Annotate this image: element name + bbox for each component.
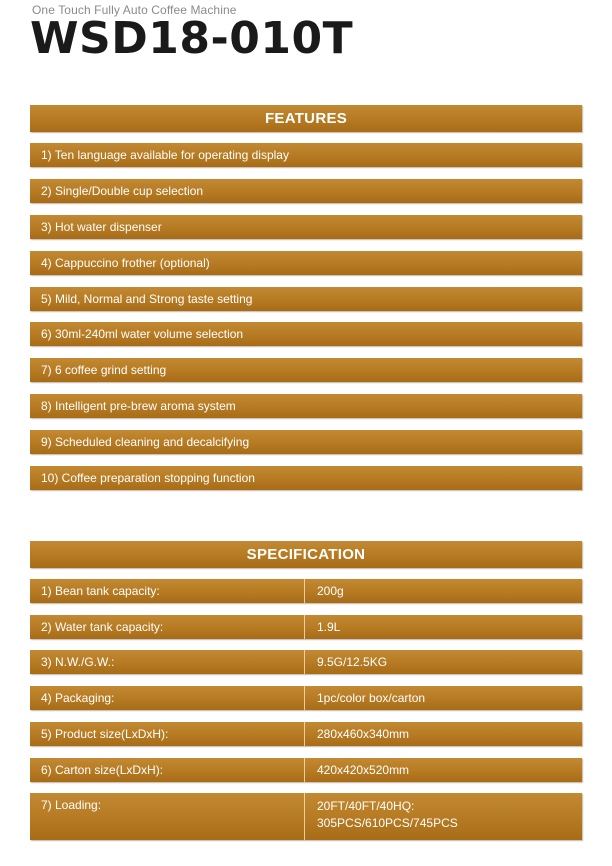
spec-row: [30, 722, 582, 746]
spec-row: [30, 758, 582, 782]
feature-row: 8) Intelligent pre-brew aroma system: [30, 394, 582, 418]
spec-value: 420x420x520mm: [317, 763, 410, 777]
spec-value-line1: 20FT/40FT/40HQ:: [317, 799, 415, 813]
spec-value: 280x460x340mm: [317, 727, 410, 741]
feature-row: 6) 30ml-240ml water volume selection: [30, 322, 582, 346]
spec-row: [30, 615, 582, 639]
spec-label: 5) Product size(LxDxH):: [30, 722, 305, 746]
feature-row: 5) Mild, Normal and Strong taste setting: [30, 287, 582, 311]
spec-value: [305, 793, 582, 840]
specification-header: SPECIFICATION: [30, 541, 582, 568]
feature-row: 2) Single/Double cup selection: [30, 179, 582, 203]
spec-value: 1.9L: [317, 620, 341, 634]
feature-row: 7) 6 coffee grind setting: [30, 358, 582, 382]
features-header: FEATURES: [30, 105, 582, 132]
spec-value-line2: 305PCS/610PCS/745PCS: [317, 816, 458, 830]
spec-label: 6) Carton size(LxDxH):: [30, 758, 305, 782]
spec-row: [30, 650, 582, 674]
spec-value: 9.5G/12.5KG: [317, 655, 388, 669]
spec-row: [30, 793, 582, 840]
feature-row: 10) Coffee preparation stopping function: [30, 466, 582, 490]
spec-value: 200g: [317, 584, 344, 598]
feature-row: 3) Hot water dispenser: [30, 215, 582, 239]
model-title: WSD18-010T: [30, 13, 354, 64]
spec-label: 3) N.W./G.W.:: [30, 650, 305, 674]
spec-row: [30, 686, 582, 710]
spec-label: 1) Bean tank capacity:: [30, 579, 305, 603]
spec-row: [30, 579, 582, 603]
spec-label: 4) Packaging:: [30, 686, 305, 710]
subtitle: One Touch Fully Auto Coffee Machine: [32, 3, 237, 17]
feature-row: 9) Scheduled cleaning and decalcifying: [30, 430, 582, 454]
spec-value: 1pc/color box/carton: [317, 691, 426, 705]
feature-row: 1) Ten language available for operating display: [30, 143, 582, 167]
spec-label: 2) Water tank capacity:: [30, 615, 305, 639]
feature-row: 4) Cappuccino frother (optional): [30, 251, 582, 275]
spec-label: 7) Loading:: [30, 793, 305, 840]
